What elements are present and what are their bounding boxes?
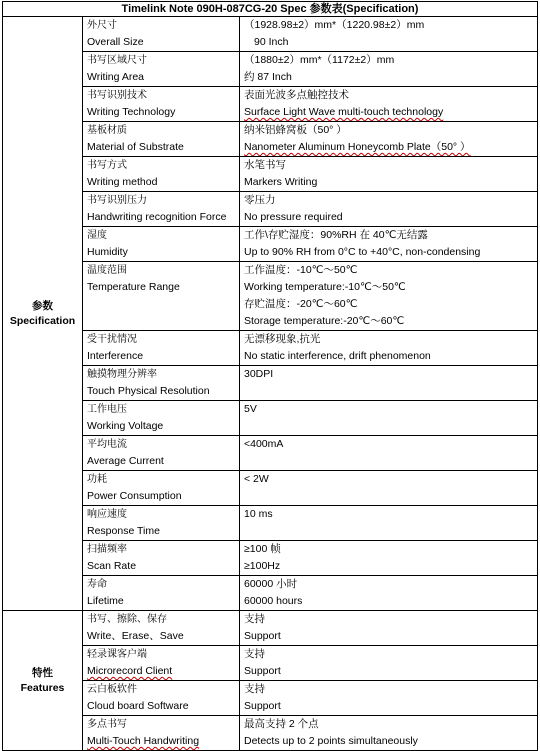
parameter-cell [83, 366, 240, 401]
spec-table [2, 1, 538, 751]
table-row [3, 122, 538, 157]
table-row [3, 611, 538, 646]
parameter-name-en: Multi-Touch Handwriting [87, 735, 200, 747]
parameter-cell [83, 646, 240, 681]
table-row [3, 681, 538, 716]
parameter-name-cn: 书写方式 [87, 160, 127, 171]
parameter-name-en: Handwriting recognition Force [87, 211, 227, 223]
parameter-name-cn: 多点书写 [87, 719, 127, 730]
parameter-cell [83, 471, 240, 506]
table-row [3, 227, 538, 262]
parameter-name-en: Response Time [87, 525, 160, 537]
table-row [3, 331, 538, 366]
value-line: < 2W [244, 473, 269, 485]
parameter-name-en: Material of Substrate [87, 141, 184, 153]
value-line: Detects up to 2 points simultaneously [244, 735, 418, 747]
parameter-cell [83, 227, 240, 262]
value-line: 工作\存贮湿度：90%RH 在 40℃无结露 [244, 229, 428, 241]
table-title: Timelink Note 090H-087CG-20 Spec 参数表(Specification) [3, 2, 538, 17]
parameter-name-en: Power Consumption [87, 490, 182, 502]
parameter-cell [83, 576, 240, 611]
table-row [3, 366, 538, 401]
value-line: Markers Writing [244, 176, 318, 188]
category-label-en: Features [20, 681, 65, 694]
table-row [3, 716, 538, 751]
parameter-name-cn: 受干扰情况 [87, 334, 137, 345]
parameter-name-cn: 工作电压 [87, 404, 127, 415]
table-row [3, 471, 538, 506]
parameter-name-cn: 外尺寸 [87, 20, 117, 31]
value-line: 存贮温度：-20℃～60℃ [244, 298, 358, 310]
parameter-name-cn: 书写识别技术 [87, 90, 147, 101]
value-cell [240, 331, 538, 366]
parameter-name-en: Average Current [87, 455, 164, 467]
value-line-empty [244, 488, 533, 505]
value-line-empty [244, 383, 533, 400]
value-cell [240, 52, 538, 87]
parameter-cell [83, 681, 240, 716]
parameter-cell [83, 17, 240, 52]
value-cell [240, 192, 538, 227]
value-line: Support [244, 700, 281, 712]
value-line: Storage temperature:-20℃～60℃ [244, 315, 405, 327]
parameter-name-cn: 响应速度 [87, 509, 127, 520]
parameter-name-en: Overall Size [87, 36, 144, 48]
parameter-name-en: Lifetime [87, 595, 124, 607]
parameter-cell [83, 331, 240, 366]
parameter-cell [83, 262, 240, 331]
parameter-name-en: Temperature Range [87, 281, 180, 293]
parameter-name-cn: 触摸物理分辨率 [87, 369, 157, 380]
spec-sheet [2, 1, 537, 751]
table-row [3, 401, 538, 436]
value-line: Surface Light Wave multi-touch technology [244, 106, 444, 118]
value-cell [240, 681, 538, 716]
value-cell [240, 262, 538, 331]
value-line: Nanometer Aluminum Honeycomb Plate（50° ） [244, 141, 471, 153]
value-line: 30DPI [244, 368, 274, 380]
value-line: 纳米铝蜂窝板（50° ） [244, 124, 347, 136]
value-line: <400mA [244, 438, 284, 450]
category-cell-features [3, 611, 83, 751]
value-cell [240, 716, 538, 751]
value-cell [240, 87, 538, 122]
parameter-name-en: Touch Physical Resolution [87, 385, 210, 397]
value-line: 60000 小时 [244, 578, 298, 590]
value-line-empty [244, 523, 533, 540]
parameter-name-en: Interference [87, 350, 144, 362]
parameter-name-cn: 温度范围 [87, 265, 127, 276]
parameter-cell [83, 401, 240, 436]
parameter-name-en: Cloud board Software [87, 700, 189, 712]
value-cell [240, 366, 538, 401]
value-line: （1928.98±2）mm*（1220.98±2）mm [244, 19, 425, 31]
parameter-name-cn: 寿命 [87, 579, 107, 590]
title-row [3, 2, 538, 17]
value-line-empty [244, 418, 533, 435]
value-line: 水笔书写 [244, 159, 286, 171]
value-cell [240, 576, 538, 611]
value-cell [240, 157, 538, 192]
parameter-cell [83, 506, 240, 541]
table-row [3, 541, 538, 576]
table-row [3, 87, 538, 122]
parameter-cell [83, 436, 240, 471]
parameter-name-cn: 书写识别压力 [87, 195, 147, 206]
value-line: 支持 [244, 648, 265, 660]
parameter-name-en: Writing method [87, 176, 158, 188]
parameter-cell [83, 122, 240, 157]
value-cell [240, 227, 538, 262]
value-line: Support [244, 630, 281, 642]
category-label-cn: 参数 [32, 299, 53, 312]
parameter-name-cn: 书写区域尺寸 [87, 55, 147, 66]
parameter-cell [83, 541, 240, 576]
value-line: ≥100 帧 [244, 543, 281, 555]
parameter-name-cn: 湿度 [87, 230, 107, 241]
value-line: 5V [244, 403, 257, 415]
value-cell [240, 506, 538, 541]
table-row [3, 192, 538, 227]
parameter-cell [83, 611, 240, 646]
table-row [3, 646, 538, 681]
value-cell [240, 471, 538, 506]
parameter-name-en: Microrecord Client [87, 665, 173, 677]
parameter-name-en: Writing Area [87, 71, 144, 83]
parameter-cell [83, 716, 240, 751]
parameter-name-cn: 功耗 [87, 474, 107, 485]
value-line: 支持 [244, 613, 265, 625]
value-line: No pressure required [244, 211, 343, 223]
parameter-cell [83, 87, 240, 122]
value-cell [240, 122, 538, 157]
parameter-cell [83, 192, 240, 227]
table-row [3, 157, 538, 192]
table-row [3, 576, 538, 611]
parameter-name-cn: 轻录课客户端 [87, 649, 147, 660]
value-cell [240, 611, 538, 646]
parameter-name-cn: 书写、擦除、保存 [87, 614, 167, 625]
value-line: Support [244, 665, 281, 677]
value-line: 约 87 Inch [244, 71, 292, 83]
parameter-name-en: Working Voltage [87, 420, 164, 432]
table-row [3, 506, 538, 541]
parameter-name-en: Scan Rate [87, 560, 137, 572]
value-line: 最高支持 2 个点 [244, 718, 319, 730]
parameter-name-en: Write、Erase、Save [87, 630, 184, 642]
value-cell [240, 541, 538, 576]
value-line: 支持 [244, 683, 265, 695]
value-line: ≥100Hz [244, 560, 281, 572]
parameter-cell [83, 157, 240, 192]
table-row [3, 17, 538, 52]
value-cell [240, 646, 538, 681]
parameter-name-cn: 基板材质 [87, 125, 127, 136]
value-line: 工作温度：-10℃～50℃ [244, 264, 358, 276]
table-row [3, 436, 538, 471]
value-line: 零压力 [244, 194, 276, 206]
table-row [3, 262, 538, 331]
value-line: 10 ms [244, 508, 273, 520]
value-line: Working temperature:-10℃～50℃ [244, 281, 406, 293]
category-cell-spec [3, 17, 83, 611]
parameter-name-en: Writing Technology [87, 106, 176, 118]
category-label-en: Specification [9, 314, 76, 327]
value-cell [240, 401, 538, 436]
parameter-name-en: Humidity [87, 246, 128, 258]
value-line: （1880±2）mm*（1172±2）mm [244, 54, 395, 66]
category-label-cn: 特性 [32, 666, 53, 679]
value-line: 表面光波多点触控技术 [244, 89, 349, 101]
parameter-name-cn: 平均电流 [87, 439, 127, 450]
parameter-name-cn: 云白板软件 [87, 684, 137, 695]
value-cell [240, 17, 538, 52]
value-line: 60000 hours [244, 595, 303, 607]
value-line: 无漂移现象,抗光 [244, 333, 321, 345]
value-line: Up to 90% RH from 0°C to +40°C, non-condensing [244, 246, 481, 258]
parameter-name-cn: 扫描频率 [87, 544, 127, 555]
value-line: 90 Inch [254, 36, 289, 48]
value-line-empty [244, 453, 533, 470]
parameter-cell [83, 52, 240, 87]
value-line: No static interference, drift phenomenon [244, 350, 431, 362]
table-row [3, 52, 538, 87]
value-cell [240, 436, 538, 471]
